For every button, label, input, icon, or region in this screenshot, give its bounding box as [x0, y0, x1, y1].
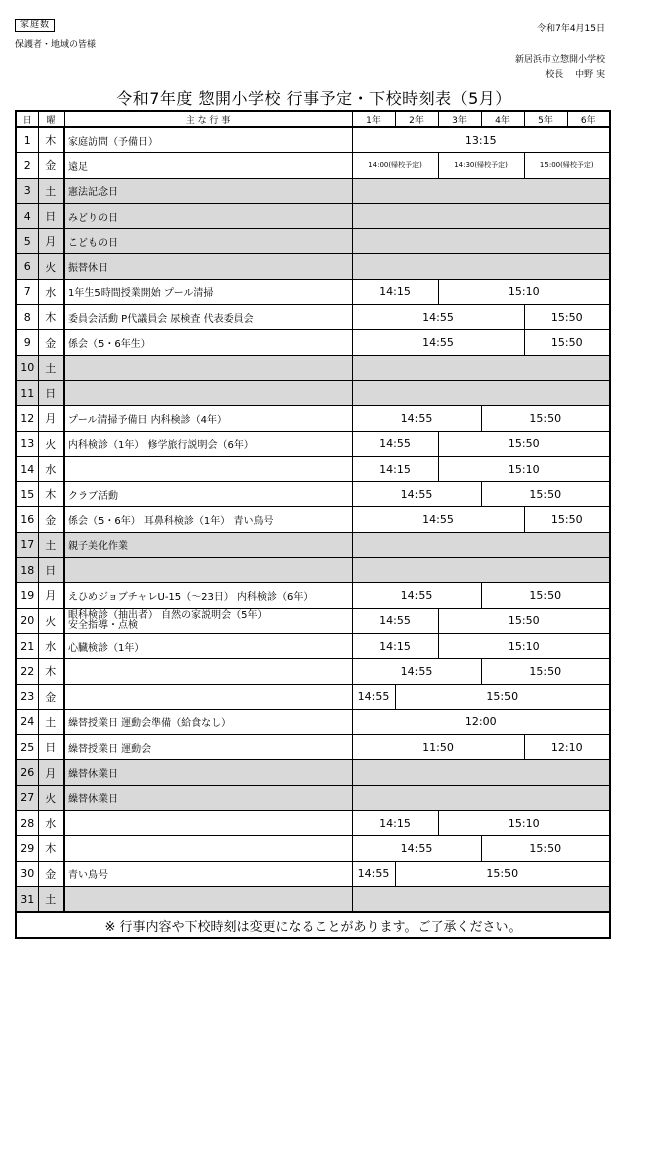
weekday-cell: 金: [38, 330, 64, 355]
weekday-cell: 日: [38, 558, 64, 583]
table-row: [16, 380, 610, 405]
day-cell: 19: [16, 583, 38, 608]
event-cell: 心臓検診（1年）: [64, 633, 352, 658]
dismissal-time-cell: 12:10: [524, 735, 610, 760]
table-row: [16, 836, 610, 861]
dismissal-time-cell: 15:50: [438, 608, 610, 633]
table-row: [16, 127, 610, 153]
event-cell: [64, 811, 352, 836]
weekday-cell: 木: [38, 127, 64, 153]
weekday-cell: 金: [38, 861, 64, 886]
dismissal-time-cell: 15:10: [438, 811, 610, 836]
event-cell: クラブ活動: [64, 482, 352, 507]
dismissal-time-cell: 15:10: [438, 279, 610, 304]
event-cell: 係会（5・6年生）: [64, 330, 352, 355]
dismissal-time-cell: 15:50: [524, 507, 610, 532]
event-cell: 繰替休業日: [64, 785, 352, 810]
dismissal-time-cell: 14:55: [352, 861, 395, 886]
table-row: [16, 684, 610, 709]
dismissal-time-cell: 15:50: [524, 330, 610, 355]
table-row: [16, 355, 610, 380]
event-line-2: 安全指導・点検: [68, 619, 138, 631]
weekday-cell: 金: [38, 507, 64, 532]
table-row: [16, 482, 610, 507]
dismissal-time-cell: 14:55: [352, 507, 524, 532]
weekday-cell: 水: [38, 633, 64, 658]
event-cell: プール清掃予備日 内科検診（4年）: [64, 406, 352, 431]
weekday-cell: 日: [38, 380, 64, 405]
audience-line: 保護者・地域の皆様: [15, 40, 97, 50]
table-row: [16, 330, 610, 355]
day-cell: 25: [16, 735, 38, 760]
weekday-cell: 日: [38, 203, 64, 228]
table-row: [16, 558, 610, 583]
dismissal-time-cell: [352, 229, 610, 254]
table-row: [16, 633, 610, 658]
weekday-cell: 木: [38, 482, 64, 507]
page-title: 令和7年度 惣開小学校 行事予定・下校時刻表（5月）: [116, 89, 512, 108]
weekday-cell: 火: [38, 431, 64, 456]
header-grade-2: 2年: [395, 111, 438, 127]
header-events: 主 な 行 事: [64, 111, 352, 127]
table-row: [16, 735, 610, 760]
dismissal-time-cell: [352, 254, 610, 279]
dismissal-time-cell: [352, 785, 610, 810]
table-row: [16, 305, 610, 330]
weekday-cell: 月: [38, 229, 64, 254]
event-cell: [64, 558, 352, 583]
day-cell: 18: [16, 558, 38, 583]
header-grade-1: 1年: [352, 111, 395, 127]
day-cell: 24: [16, 709, 38, 734]
event-cell: [64, 355, 352, 380]
school-name: 新居浜市立惣開小学校: [514, 55, 605, 65]
weekday-cell: 土: [38, 532, 64, 557]
weekday-cell: 木: [38, 305, 64, 330]
table-row: [16, 254, 610, 279]
dismissal-time-cell: 15:50: [481, 406, 610, 431]
day-cell: 31: [16, 886, 38, 912]
header-weekday: 曜: [38, 111, 64, 127]
dismissal-time-cell: 15:50: [481, 583, 610, 608]
event-cell: 係会（5・6年） 耳鼻科検診（1年） 青い鳥号: [64, 507, 352, 532]
dismissal-time-cell: 15:50: [395, 684, 610, 709]
dismissal-time-cell: 14:55: [352, 406, 481, 431]
day-cell: 6: [16, 254, 38, 279]
footer-note-row: [16, 912, 610, 938]
dismissal-time-cell: 15:50: [481, 482, 610, 507]
header-grade-3: 3年: [438, 111, 481, 127]
dismissal-time-cell: 14:55: [352, 482, 481, 507]
dismissal-time-cell: [352, 178, 610, 203]
table-row: [16, 760, 610, 785]
table-row: [16, 203, 610, 228]
table-row: [16, 886, 610, 912]
table-row: [16, 583, 610, 608]
event-cell: 振替休日: [64, 254, 352, 279]
day-cell: 21: [16, 633, 38, 658]
weekday-cell: 月: [38, 760, 64, 785]
event-cell: [64, 836, 352, 861]
weekday-cell: 土: [38, 886, 64, 912]
event-cell: えひめジョブチャレU-15（～23日） 内科検診（6年）: [64, 583, 352, 608]
table-row: [16, 153, 610, 178]
issue-date: 令和7年4月15日: [537, 24, 605, 34]
table-row: [16, 456, 610, 481]
day-cell: 14: [16, 456, 38, 481]
event-cell: 繰替授業日 運動会: [64, 735, 352, 760]
day-cell: 20: [16, 608, 38, 633]
dismissal-time-cell: 15:50: [395, 861, 610, 886]
dismissal-time-cell: 15:10: [438, 456, 610, 481]
weekday-cell: 木: [38, 836, 64, 861]
day-cell: 9: [16, 330, 38, 355]
event-cell: [64, 886, 352, 912]
weekday-cell: 土: [38, 355, 64, 380]
event-cell: [64, 380, 352, 405]
document-type-tag: 家庭数: [15, 19, 55, 32]
event-cell: 親子美化作業: [64, 532, 352, 557]
weekday-cell: 水: [38, 811, 64, 836]
schedule-body: [16, 127, 610, 912]
dismissal-time-cell: 14:55: [352, 583, 481, 608]
day-cell: 3: [16, 178, 38, 203]
dismissal-time-cell: 15:50: [481, 836, 610, 861]
header-grade-5: 5年: [524, 111, 567, 127]
weekday-cell: 水: [38, 456, 64, 481]
day-cell: 29: [16, 836, 38, 861]
event-cell: みどりの日: [64, 203, 352, 228]
dismissal-time-cell: 14:00(帰校予定): [352, 153, 438, 178]
day-cell: 4: [16, 203, 38, 228]
event-cell: 繰替授業日 運動会準備（給食なし）: [64, 709, 352, 734]
table-row: [16, 507, 610, 532]
weekday-cell: 金: [38, 684, 64, 709]
dismissal-time-cell: 15:50: [438, 431, 610, 456]
table-row: [16, 532, 610, 557]
event-cell: [64, 659, 352, 684]
weekday-cell: 土: [38, 178, 64, 203]
dismissal-time-cell: [352, 532, 610, 557]
dismissal-time-cell: [352, 558, 610, 583]
day-cell: 22: [16, 659, 38, 684]
weekday-cell: 火: [38, 608, 64, 633]
day-cell: 2: [16, 153, 38, 178]
event-cell: 内科検診（1年） 修学旅行説明会（6年）: [64, 431, 352, 456]
table-row: [16, 709, 610, 734]
event-cell: 1年生5時間授業開始 プール清掃: [64, 279, 352, 304]
dismissal-time-cell: 14:55: [352, 684, 395, 709]
footer-note: ※ 行事内容や下校時刻は変更になることがあります。ご了承ください。: [16, 912, 610, 938]
event-line-1: 眼科検診（抽出者） 自然の家説明会（5年）: [68, 609, 268, 621]
event-cell: 家庭訪問（予備日）: [64, 127, 352, 153]
weekday-cell: 木: [38, 659, 64, 684]
dismissal-time-cell: 15:50: [524, 305, 610, 330]
day-cell: 13: [16, 431, 38, 456]
weekday-cell: 月: [38, 406, 64, 431]
event-cell: [64, 684, 352, 709]
event-cell: こどもの日: [64, 229, 352, 254]
dismissal-time-cell: 14:55: [352, 608, 438, 633]
dismissal-time-cell: 14:55: [352, 431, 438, 456]
day-cell: 17: [16, 532, 38, 557]
dismissal-time-cell: 12:00: [352, 709, 610, 734]
day-cell: 7: [16, 279, 38, 304]
dismissal-time-cell: 14:30(帰校予定): [438, 153, 524, 178]
weekday-cell: 火: [38, 785, 64, 810]
header-grade-6: 6年: [567, 111, 610, 127]
schedule-table: [15, 110, 611, 939]
day-cell: 1: [16, 127, 38, 153]
table-row: [16, 178, 610, 203]
day-cell: 27: [16, 785, 38, 810]
dismissal-time-cell: 15:00(帰校予定): [524, 153, 610, 178]
table-row: [16, 785, 610, 810]
dismissal-time-cell: [352, 886, 610, 912]
dismissal-time-cell: 14:55: [352, 330, 524, 355]
dismissal-time-cell: 14:55: [352, 659, 481, 684]
dismissal-time-cell: 14:15: [352, 279, 438, 304]
dismissal-time-cell: [352, 203, 610, 228]
dismissal-time-cell: 14:55: [352, 305, 524, 330]
table-row: [16, 659, 610, 684]
table-row: [16, 406, 610, 431]
day-cell: 15: [16, 482, 38, 507]
header-day: 日: [16, 111, 38, 127]
dismissal-time-cell: 14:55: [352, 836, 481, 861]
principal-name: 校長 中野 実: [545, 70, 605, 80]
day-cell: 26: [16, 760, 38, 785]
table-row: [16, 811, 610, 836]
day-cell: 10: [16, 355, 38, 380]
event-cell: 遠足: [64, 153, 352, 178]
table-row: [16, 229, 610, 254]
day-cell: 16: [16, 507, 38, 532]
table-row: [16, 861, 610, 886]
day-cell: 28: [16, 811, 38, 836]
dismissal-time-cell: 15:10: [438, 633, 610, 658]
event-cell: 憲法記念日: [64, 178, 352, 203]
dismissal-time-cell: 14:15: [352, 811, 438, 836]
table-row: [16, 279, 610, 304]
weekday-cell: 土: [38, 709, 64, 734]
dismissal-time-cell: [352, 380, 610, 405]
weekday-cell: 月: [38, 583, 64, 608]
day-cell: 11: [16, 380, 38, 405]
weekday-cell: 水: [38, 279, 64, 304]
event-cell: 青い鳥号: [64, 861, 352, 886]
dismissal-time-cell: [352, 355, 610, 380]
event-cell: 委員会活動 P代議員会 尿検査 代表委員会: [64, 305, 352, 330]
table-row: [16, 431, 610, 456]
dismissal-time-cell: 15:50: [481, 659, 610, 684]
weekday-cell: 日: [38, 735, 64, 760]
day-cell: 30: [16, 861, 38, 886]
event-cell: [64, 608, 352, 633]
weekday-cell: 火: [38, 254, 64, 279]
day-cell: 23: [16, 684, 38, 709]
table-header-row: [16, 111, 610, 127]
day-cell: 8: [16, 305, 38, 330]
dismissal-time-cell: 11:50: [352, 735, 524, 760]
dismissal-time-cell: 14:15: [352, 456, 438, 481]
dismissal-time-cell: 13:15: [352, 127, 610, 153]
day-cell: 12: [16, 406, 38, 431]
header-grade-4: 4年: [481, 111, 524, 127]
dismissal-time-cell: 14:15: [352, 633, 438, 658]
day-cell: 5: [16, 229, 38, 254]
table-row: [16, 608, 610, 633]
event-cell: 繰替休業日: [64, 760, 352, 785]
dismissal-time-cell: [352, 760, 610, 785]
weekday-cell: 金: [38, 153, 64, 178]
event-cell: [64, 456, 352, 481]
